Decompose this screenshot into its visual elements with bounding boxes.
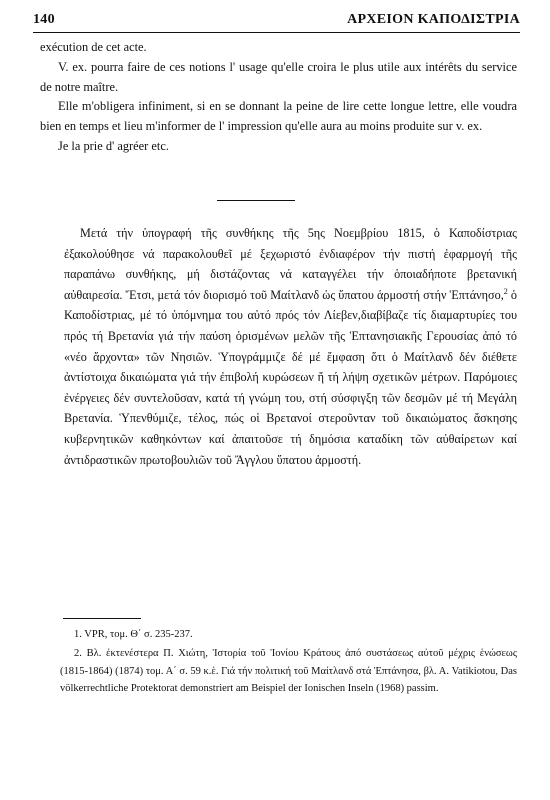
- letter-line: exécution de cet acte.: [40, 40, 147, 54]
- letter-closing: Je la prie d' agréer etc.: [58, 138, 169, 153]
- header-rule: [33, 32, 520, 33]
- letter-paragraph: Elle m'obligera infiniment, si en se donnant la peine de lire cette longue lettre, elle voudra bien en temps et lieu m'informer de l' impression qu'elle aura au moins produite sur v. ex.: [40, 99, 517, 134]
- footnote-divider: [63, 618, 141, 619]
- footnote-2: 2. Βλ. ἐκτενέστερα Π. Χιώτη, Ἱστορία τοῦ Ἰονίου Κράτους ἀπό συστάσεως αὐτοῦ μέχρις ἑνώσεως (1815-1864) (1874) τομ. Α΄ σ. 59 κ.ἑ. Γιά τήν πολιτική τοῦ Μαίτλανδ στά Ἑπτάνησα, βλ. Α. Vatikiotou, Das völkerrechtliche Protektorat demonstriert am Beispiel der Ionischen Inseln (1968) passim.: [60, 647, 517, 695]
- commentary-text: Μετά τήν ὑπογραφή τῆς συνθήκης τῆς 5ης Νοεμβρίου 1815, ὁ Καποδίστριας ἐξακολούθησε νά παρακολουθεῖ μέ ξεχωριστό ἐνδιαφέρον τήν πιστή ἐφαρμογή τῆς παραπάνω συνθήκης, μή διστάζοντας νά καταγγέλει τήν ὁποιαδήποτε βρετανική αὐθαιρεσία. Ἔτσι, μετά τόν διορισμό τοῦ Μαίτλανδ ὡς ὕπατου ἁρμοστή στήν Ἑπτάνησο,: [64, 226, 517, 302]
- section-divider: [217, 200, 295, 201]
- commentary-paragraph: [64, 223, 517, 470]
- french-letter-excerpt: [40, 38, 517, 157]
- page-number: 140: [33, 12, 55, 27]
- commentary-block: [64, 223, 517, 470]
- footnote-1: 1. VPR, τομ. Θ΄ σ. 235-237.: [74, 629, 193, 640]
- footnotes: [60, 626, 517, 698]
- running-header: [33, 12, 520, 28]
- commentary-text: ὁ Καποδίστριας, μέ τό ὑπόμνημα του αὐτό πρός τόν Λίεβεν,διαβίβαζε τίς διαμαρτυρίες του πρός τή Βρετανία γιά τήν παύση ὁρισμένων μελῶν τῆς Ἑπτανησιακῆς Γερουσίας ἀπό τό «νέο ἄρχοντα» τῶν Νησιῶν. Ὑπογράμμιζε δέ μέ ἔμφαση ὅτι ὁ Μαίτλανδ δέν διέθετε ἀντίστοιχα δικαιώματα γιά τήν ἐπιβολή κυρώσεων ἤ τή λήψη σχετικῶν μέτρων. Παρόμοιες ἐνέργειες δέν συντελοῦσαν, κατά τή γνώμη του, στή σύσφιγξη τῶν δεσμῶν μέ τή Μεγάλη Βρετανία. Ὑπενθύμιζε, τέλος, πώς οἱ Βρετανοί στεροῦνταν τοῦ δικαιώματος ἄσκησης κυβερνητικῶν καθηκόντων καί ἀπαιτοῦσε τή δημόσια καταδίκη τῶν αὐθαίρετων καί ἀντιδραστικῶν πρωτοβουλιῶν τοῦ Ἄγγλου ὕπατου ἁρμοστή.: [64, 287, 518, 467]
- running-title: ΑΡΧΕΙΟΝ ΚΑΠΟΔΙΣΤΡΙΑ: [347, 12, 520, 27]
- letter-paragraph: V. ex. pourra faire de ces notions l' usage qu'elle croira le plus utile aux intérêts du service de notre maître.: [40, 59, 517, 94]
- footnote-reference: 2: [503, 286, 508, 296]
